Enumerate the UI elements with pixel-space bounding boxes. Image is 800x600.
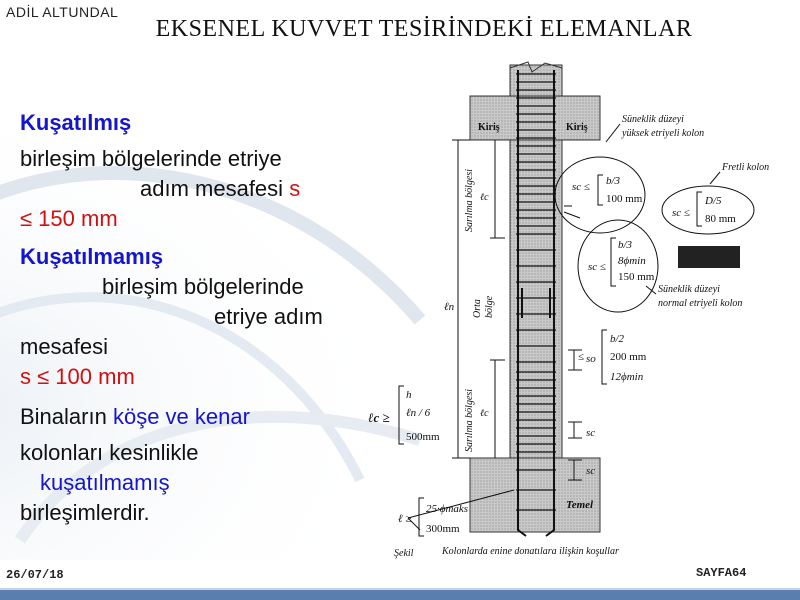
column-detail-figure [360, 60, 800, 565]
sc-mid-b: 8ϕmin [618, 255, 646, 267]
unconfined-limit: s ≤ 100 mm [20, 364, 135, 389]
spiral-a: D/5 [705, 195, 722, 207]
note-part3: birleşimlerdir. [20, 500, 150, 525]
unconfined-line1: birleşim bölgelerinde [102, 274, 304, 299]
normal-ductility-label2: normal etriyeli kolon [658, 298, 743, 309]
note-part1: Binaların [20, 404, 107, 429]
lc-bottom-symbol: ℓc [480, 408, 489, 419]
so-c: 12ϕmin [610, 371, 644, 383]
sc-top-b: 100 mm [606, 193, 643, 205]
confined-line2-row [20, 174, 360, 204]
so-symbol: ≤ [578, 351, 585, 363]
ln-symbol: ℓn [444, 301, 455, 313]
confined-heading: Kuşatılmış [20, 110, 132, 135]
author-name: ADİL ALTUNDAL [6, 4, 119, 20]
beam-label-left: Kiriş [478, 122, 500, 133]
unconfined-line2: etriye adım [214, 304, 323, 329]
caption-text: Kolonlarda enine donatılara ilişkin koşullar [442, 546, 619, 557]
high-ductility-label: Süneklik düzeyi [622, 114, 684, 125]
note-highlight: köşe ve kenar [112, 404, 250, 429]
note-line1 [20, 402, 360, 432]
sc-top-symbol: sc ≤ [572, 181, 590, 193]
confined-line1: birleşim bölgelerinde etriye [20, 146, 282, 171]
sc-top-a: b/3 [606, 175, 621, 187]
lc-top-symbol: ℓc [480, 192, 489, 203]
slide-title: EKSENEL KUVVET TESİRİNDEKİ ELEMANLAR [155, 16, 693, 42]
normal-ductility-label: Süneklik düzeyi [658, 284, 720, 295]
lb-a: 25·ϕmaks [426, 503, 469, 515]
so-b: 200 mm [610, 351, 647, 363]
footer-bar [0, 590, 800, 600]
note-part2: kolonları kesinlikle [20, 440, 199, 465]
zone-label-mid1: Orta [472, 299, 483, 318]
so-label: so [586, 353, 596, 365]
sc-mid-a: b/3 [618, 239, 633, 251]
unconfined-heading: Kuşatılmamış [20, 244, 164, 269]
foundation-label: Temel [566, 499, 594, 511]
note-highlight2: kuşatılmamış [40, 470, 170, 495]
footer-date: 26/07/18 [6, 568, 64, 582]
main-text [20, 108, 360, 528]
beam-label-right: Kiriş [566, 122, 588, 133]
so-a: b/2 [610, 333, 625, 345]
lc-a: h [406, 389, 412, 401]
zone-label-top: Sarılma bölgesi [464, 168, 475, 232]
confined-s: s [289, 176, 301, 201]
lc-c: 500mm [406, 431, 440, 443]
spiral-label: Fretli kolon [722, 162, 770, 173]
beam [470, 96, 600, 140]
sc-label-2: sc [586, 465, 596, 477]
footer-page-number: SAYFA64 [696, 566, 747, 580]
sc-mid-c: 150 mm [618, 271, 655, 283]
sc-mid-symbol: sc ≤ [588, 261, 606, 273]
confined-limit: ≤ 150 mm [20, 206, 118, 231]
zone-label-bot: Sarılma bölgesi [464, 388, 475, 452]
lc-b: ℓn / 6 [406, 407, 431, 419]
unconfined-line3: mesafesi [20, 334, 109, 359]
high-ductility-label2: yüksek etriyeli kolon [622, 128, 705, 139]
zone-label-mid2: bölge [484, 295, 495, 318]
caption-label: Şekil [394, 548, 414, 559]
dark-block [678, 246, 740, 268]
spiral-b: 80 mm [705, 213, 736, 225]
anchorage-symbol: ℓ ≥ [398, 513, 412, 525]
lc-symbol: ℓc ≥ [368, 410, 390, 425]
lb-b: 300mm [426, 523, 460, 535]
foundation [470, 458, 600, 532]
spiral-symbol: sc ≤ [672, 207, 690, 219]
confined-line2: adım mesafesi [140, 176, 284, 201]
sc-label-1: sc [586, 427, 596, 439]
